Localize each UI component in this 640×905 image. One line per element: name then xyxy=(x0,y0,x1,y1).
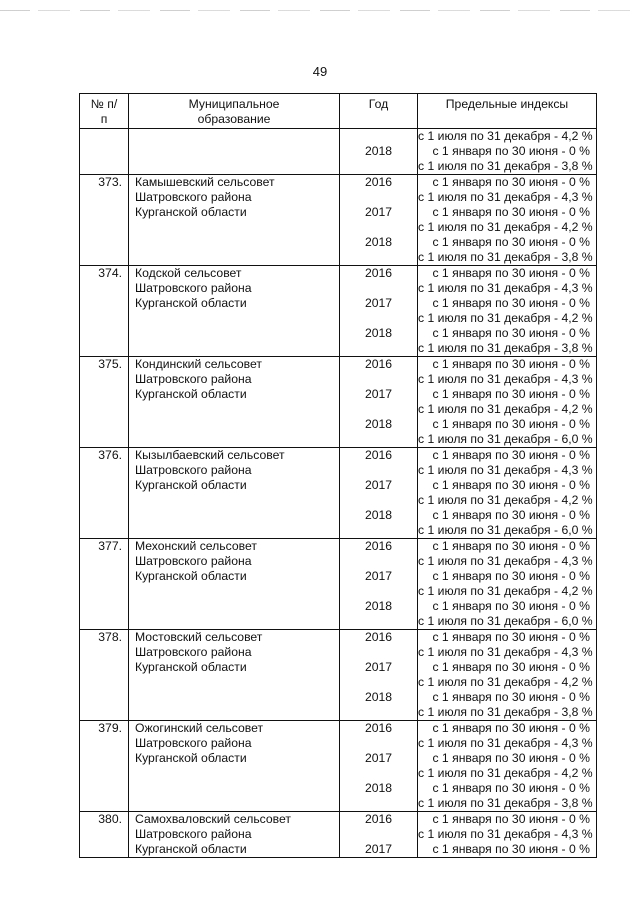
year-value: 2018 xyxy=(364,690,393,704)
index-cell xyxy=(418,539,597,630)
municipality-line: Самохваловский сельсовет xyxy=(135,812,291,826)
municipality-line: Курганской области xyxy=(135,296,247,310)
year-value: 2017 xyxy=(364,478,393,492)
municipality-line: Шатровского района xyxy=(135,827,252,841)
index-cell xyxy=(418,266,597,357)
year-value: 2018 xyxy=(364,417,393,431)
index-line: с 1 января по 30 июня - 0 % xyxy=(432,478,590,492)
index-line: с 1 июля по 31 декабря - 3,8 % xyxy=(418,796,593,810)
table-row xyxy=(80,812,597,858)
municipality-name xyxy=(129,266,340,357)
year-spacer xyxy=(340,675,417,690)
municipality-name xyxy=(129,630,340,721)
municipality-name xyxy=(129,175,340,266)
index-line: с 1 июля по 31 декабря - 4,2 % xyxy=(418,584,593,598)
year-spacer xyxy=(340,493,417,508)
index-line: с 1 января по 30 июня - 0 % xyxy=(432,599,590,613)
year-spacer xyxy=(340,372,417,387)
row-number: 374. xyxy=(80,266,129,357)
table-row xyxy=(80,175,597,266)
municipality-line: Кондинский сельсовет xyxy=(135,357,262,371)
municipality-name xyxy=(129,721,340,812)
index-line: с 1 января по 30 июня - 0 % xyxy=(432,508,590,522)
index-line: с 1 июля по 31 декабря - 4,2 % xyxy=(418,129,593,143)
index-line: с 1 января по 30 июня - 0 % xyxy=(432,569,590,583)
index-line: с 1 января по 30 июня - 0 % xyxy=(432,387,590,401)
year-cell xyxy=(340,448,418,539)
municipality-line: Шатровского района xyxy=(135,281,252,295)
index-cell xyxy=(418,129,597,175)
table-header-row xyxy=(80,94,597,129)
year-value: 2018 xyxy=(364,599,393,613)
municipality-line: Мехонский сельсовет xyxy=(135,539,257,553)
municipality-line: Кодской сельсовет xyxy=(135,266,242,280)
index-line: с 1 июля по 31 декабря - 3,8 % xyxy=(418,705,593,719)
tariff-index-table xyxy=(79,93,597,858)
year-value: 2017 xyxy=(364,842,393,856)
index-line: с 1 июля по 31 декабря - 4,2 % xyxy=(418,766,593,780)
table-row xyxy=(80,129,597,175)
row-number: 376. xyxy=(80,448,129,539)
index-line: с 1 января по 30 июня - 0 % xyxy=(432,690,590,704)
index-line: с 1 июля по 31 декабря - 4,2 % xyxy=(418,311,593,325)
index-line: с 1 января по 30 июня - 0 % xyxy=(432,721,590,735)
year-spacer xyxy=(340,736,417,751)
year-value: 2018 xyxy=(364,144,393,158)
header-num: № п/п xyxy=(80,94,129,129)
row-number: 378. xyxy=(80,630,129,721)
row-number: 377. xyxy=(80,539,129,630)
year-spacer xyxy=(340,614,417,629)
year-spacer xyxy=(340,402,417,417)
table-row xyxy=(80,266,597,357)
year-cell xyxy=(340,357,418,448)
index-line: с 1 января по 30 июня - 0 % xyxy=(432,266,590,280)
index-line: с 1 июля по 31 декабря - 4,3 % xyxy=(418,281,593,295)
index-line: с 1 июля по 31 декабря - 4,2 % xyxy=(418,675,593,689)
index-line: с 1 июля по 31 декабря - 4,3 % xyxy=(418,190,593,204)
index-cell xyxy=(418,630,597,721)
index-line: с 1 июля по 31 декабря - 4,3 % xyxy=(418,645,593,659)
year-spacer xyxy=(340,159,417,174)
index-line: с 1 июля по 31 декабря - 4,2 % xyxy=(418,493,593,507)
year-value: 2016 xyxy=(364,175,393,189)
year-value: 2018 xyxy=(364,235,393,249)
municipality-line: Шатровского района xyxy=(135,554,252,568)
municipality-line: Шатровского района xyxy=(135,372,252,386)
municipality-name xyxy=(129,129,340,175)
table-row xyxy=(80,539,597,630)
row-number: 379. xyxy=(80,721,129,812)
year-spacer xyxy=(340,281,417,296)
index-line: с 1 января по 30 июня - 0 % xyxy=(432,781,590,795)
index-cell xyxy=(418,448,597,539)
index-line: с 1 января по 30 июня - 0 % xyxy=(432,175,590,189)
year-value: 2017 xyxy=(364,205,393,219)
table-body xyxy=(80,129,597,858)
municipality-name xyxy=(129,357,340,448)
year-value: 2018 xyxy=(364,508,393,522)
scan-artifact-line xyxy=(0,10,640,11)
index-line: с 1 января по 30 июня - 0 % xyxy=(432,417,590,431)
municipality-line: Кызылбаевский сельсовет xyxy=(135,448,285,462)
year-spacer xyxy=(340,554,417,569)
year-spacer xyxy=(340,311,417,326)
index-line: с 1 января по 30 июня - 0 % xyxy=(432,630,590,644)
year-spacer xyxy=(340,220,417,235)
row-number xyxy=(80,129,129,175)
year-value: 2017 xyxy=(364,387,393,401)
index-line: с 1 января по 30 июня - 0 % xyxy=(432,660,590,674)
year-value: 2018 xyxy=(364,781,393,795)
year-cell xyxy=(340,630,418,721)
index-line: с 1 января по 30 июня - 0 % xyxy=(432,812,590,826)
year-spacer xyxy=(340,341,417,356)
index-line: с 1 июля по 31 декабря - 4,3 % xyxy=(418,554,593,568)
year-cell xyxy=(340,721,418,812)
year-cell xyxy=(340,812,418,858)
municipality-name xyxy=(129,539,340,630)
index-line: с 1 июля по 31 декабря - 3,8 % xyxy=(418,159,593,173)
municipality-name xyxy=(129,448,340,539)
index-line: с 1 января по 30 июня - 0 % xyxy=(432,235,590,249)
year-spacer xyxy=(340,705,417,720)
year-cell xyxy=(340,129,418,175)
index-line: с 1 января по 30 июня - 0 % xyxy=(432,539,590,553)
year-spacer xyxy=(340,796,417,811)
municipality-line: Курганской области xyxy=(135,660,247,674)
index-line: с 1 июля по 31 декабря - 3,8 % xyxy=(418,341,593,355)
index-line: с 1 января по 30 июня - 0 % xyxy=(432,144,590,158)
municipality-name xyxy=(129,812,340,858)
index-line: с 1 июля по 31 декабря - 4,3 % xyxy=(418,372,593,386)
table-row xyxy=(80,721,597,812)
municipality-line: Шатровского района xyxy=(135,463,252,477)
municipality-line: Мостовский сельсовет xyxy=(135,630,263,644)
year-spacer xyxy=(340,129,417,144)
index-line: с 1 января по 30 июня - 0 % xyxy=(432,296,590,310)
year-value: 2017 xyxy=(364,751,393,765)
index-line: с 1 июля по 31 декабря - 6,0 % xyxy=(418,614,593,628)
year-spacer xyxy=(340,463,417,478)
year-value: 2017 xyxy=(364,660,393,674)
index-cell xyxy=(418,721,597,812)
index-line: с 1 июля по 31 декабря - 6,0 % xyxy=(418,432,593,446)
year-spacer xyxy=(340,250,417,265)
year-value: 2016 xyxy=(364,266,393,280)
municipality-line: Курганской области xyxy=(135,478,247,492)
year-spacer xyxy=(340,523,417,538)
index-cell xyxy=(418,812,597,858)
table-row xyxy=(80,448,597,539)
index-line: с 1 июля по 31 декабря - 4,3 % xyxy=(418,463,593,477)
municipality-line: Курганской области xyxy=(135,205,247,219)
index-line: с 1 июля по 31 декабря - 3,8 % xyxy=(418,250,593,264)
index-line: с 1 января по 30 июня - 0 % xyxy=(432,357,590,371)
year-spacer xyxy=(340,190,417,205)
header-municipality: Муниципальное образование xyxy=(129,94,340,129)
year-value: 2018 xyxy=(364,326,393,340)
index-line: с 1 января по 30 июня - 0 % xyxy=(432,448,590,462)
index-line: с 1 июля по 31 декабря - 4,3 % xyxy=(418,827,593,841)
row-number: 380. xyxy=(80,812,129,858)
index-line: с 1 января по 30 июня - 0 % xyxy=(432,842,590,856)
year-spacer xyxy=(340,584,417,599)
municipality-line: Курганской области xyxy=(135,569,247,583)
municipality-line: Шатровского района xyxy=(135,645,252,659)
index-cell xyxy=(418,357,597,448)
row-number: 375. xyxy=(80,357,129,448)
header-indexes: Предельные индексы xyxy=(418,94,597,129)
index-cell xyxy=(418,175,597,266)
municipality-line: Ожогинский сельсовет xyxy=(135,721,264,735)
index-line: с 1 июля по 31 декабря - 6,0 % xyxy=(418,523,593,537)
year-value: 2016 xyxy=(364,357,393,371)
table-row xyxy=(80,630,597,721)
year-value: 2016 xyxy=(364,812,393,826)
municipality-line: Курганской области xyxy=(135,842,247,856)
year-cell xyxy=(340,266,418,357)
municipality-line: Курганской области xyxy=(135,751,247,765)
year-value: 2016 xyxy=(364,539,393,553)
municipality-line: Шатровского района xyxy=(135,190,252,204)
municipality-line: Курганской области xyxy=(135,387,247,401)
index-line: с 1 января по 30 июня - 0 % xyxy=(432,326,590,340)
year-spacer xyxy=(340,432,417,447)
year-spacer xyxy=(340,827,417,842)
header-year: Год xyxy=(340,94,418,129)
table-row xyxy=(80,357,597,448)
page-number: 49 xyxy=(312,64,328,79)
year-spacer xyxy=(340,766,417,781)
index-line: с 1 июля по 31 декабря - 4,2 % xyxy=(418,220,593,234)
year-value: 2017 xyxy=(364,296,393,310)
year-cell xyxy=(340,539,418,630)
index-line: с 1 января по 30 июня - 0 % xyxy=(432,751,590,765)
municipality-line: Камышевский сельсовет xyxy=(135,175,275,189)
index-line: с 1 июля по 31 декабря - 4,3 % xyxy=(418,736,593,750)
index-line: с 1 июля по 31 декабря - 4,2 % xyxy=(418,402,593,416)
year-value: 2016 xyxy=(364,448,393,462)
municipality-line: Шатровского района xyxy=(135,736,252,750)
index-line: с 1 января по 30 июня - 0 % xyxy=(432,205,590,219)
year-cell xyxy=(340,175,418,266)
year-value: 2016 xyxy=(364,721,393,735)
year-value: 2017 xyxy=(364,569,393,583)
year-value: 2016 xyxy=(364,630,393,644)
row-number: 373. xyxy=(80,175,129,266)
year-spacer xyxy=(340,645,417,660)
